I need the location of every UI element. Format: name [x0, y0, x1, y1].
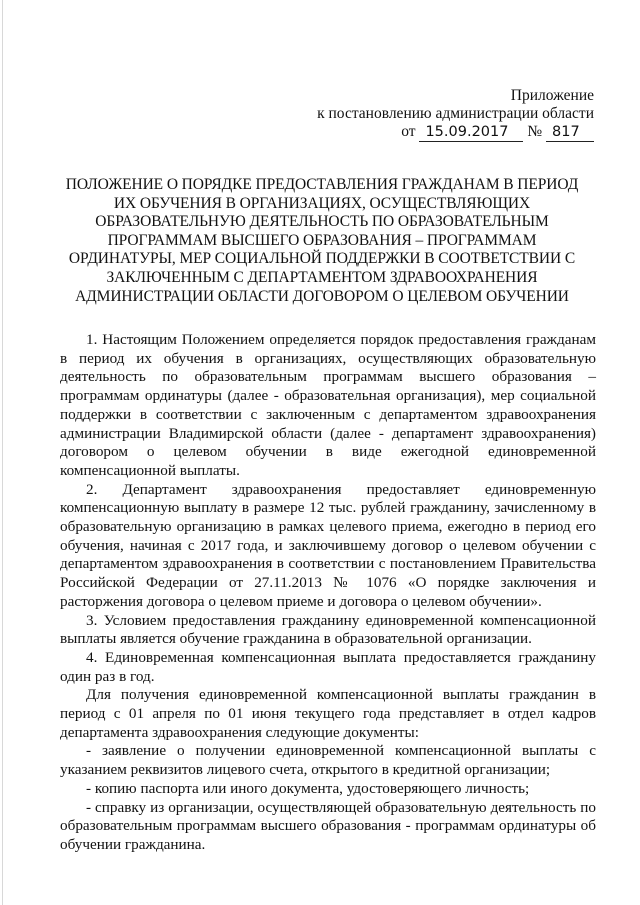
attachment-date-number-line — [314, 123, 594, 142]
paragraph-1: 1. Настоящим Положением определяется порядок предоставления гражданам в период их обучения в организациях, осуществляющих образовательную деятельность по образовательным программам высшего образования – программам ординатуры (далее - образовательная организация), мер социальной поддержки в соответствии с заключенным с департаментом здравоохранения администрации Владимирской области (далее - департамент здравоохранения) договором о целевом обучении в виде ежегодной единовременной компенсационной выплаты. — [60, 331, 596, 479]
paragraph-documents-intro: Для получения единовременной компенсационной выплаты гражданин в период с 01 апреля по 01 июня текущего года представляет в отдел кадров департамента здравоохранения следующие документы: — [60, 686, 596, 741]
paragraph-3: 3. Условием предоставления гражданину единовременной компенсационной выплаты является обучение гражданина в образовательной организации. — [60, 611, 596, 648]
resolution-date: 15.09.2017 — [419, 123, 523, 142]
from-label: от — [401, 123, 416, 140]
paragraph-2: 2. Департамент здравоохранения предоставляет единовременную компенсационную выплату в размере 12 тыс. рублей гражданину, зачисленному в образовательную организацию в рамках целевого приема, ежегодно в период его обучения, начиная с 2017 года, и заключившему договор о целевом обучении с департаментом здравоохранения в соответствии с постановлением Правительства Российской Федерации от 27.11.2013 № 1076 «О порядке заключения и расторжения договора о целевом приеме и договора о целевом обучении». — [60, 480, 596, 610]
document-title: ПОЛОЖЕНИЕ О ПОРЯДКЕ ПРЕДОСТАВЛЕНИЯ ГРАЖДАНАМ В ПЕРИОД ИХ ОБУЧЕНИЯ В ОРГАНИЗАЦИЯХ, ОСУЩЕСТВЛЯЮЩИХ ОБРАЗОВАТЕЛЬНУЮ ДЕЯТЕЛЬНОСТЬ ПО ОБРАЗОВАТЕЛЬНЫМ ПРОГРАММАМ ВЫСШЕГО ОБРАЗОВАНИЯ – ПРОГРАММАМ ОРДИНАТУРЫ, МЕР СОЦИАЛЬНОЙ ПОДДЕРЖКИ В СООТВЕТСТВИИ С ЗАКЛЮЧЕННЫМ С ДЕПАРТАМЕНТОМ ЗДРАВООХРАНЕНИЯ АДМИНИСТРАЦИИ ОБЛАСТИ ДОГОВОРОМ О ЦЕЛЕВОМ ОБУЧЕНИИ — [65, 176, 579, 305]
document-body — [60, 331, 596, 855]
scan-edge-line — [2, 0, 3, 905]
list-item-application: - заявление о получении единовременной компенсационной выплаты с указанием реквизитов лицевого счета, открытого в кредитной организации; — [60, 742, 596, 779]
number-label: № — [527, 123, 543, 140]
paragraph-4: 4. Единовременная компенсационная выплата предоставляется гражданину один раз в год. — [60, 648, 596, 685]
list-item-certificate: - справку из организации, осуществляющей образовательную деятельность по образовательным программам высшего образования - программам ординатуры об обучении гражданина. — [60, 798, 596, 853]
attachment-label: Приложение — [510, 87, 594, 104]
list-item-passport: - копию паспорта или иного документа, удостоверяющего личность; — [86, 779, 530, 797]
resolution-number: 817 — [546, 123, 594, 142]
attachment-resolution: к постановлению администрации области — [317, 105, 594, 122]
attachment-header — [314, 87, 594, 142]
